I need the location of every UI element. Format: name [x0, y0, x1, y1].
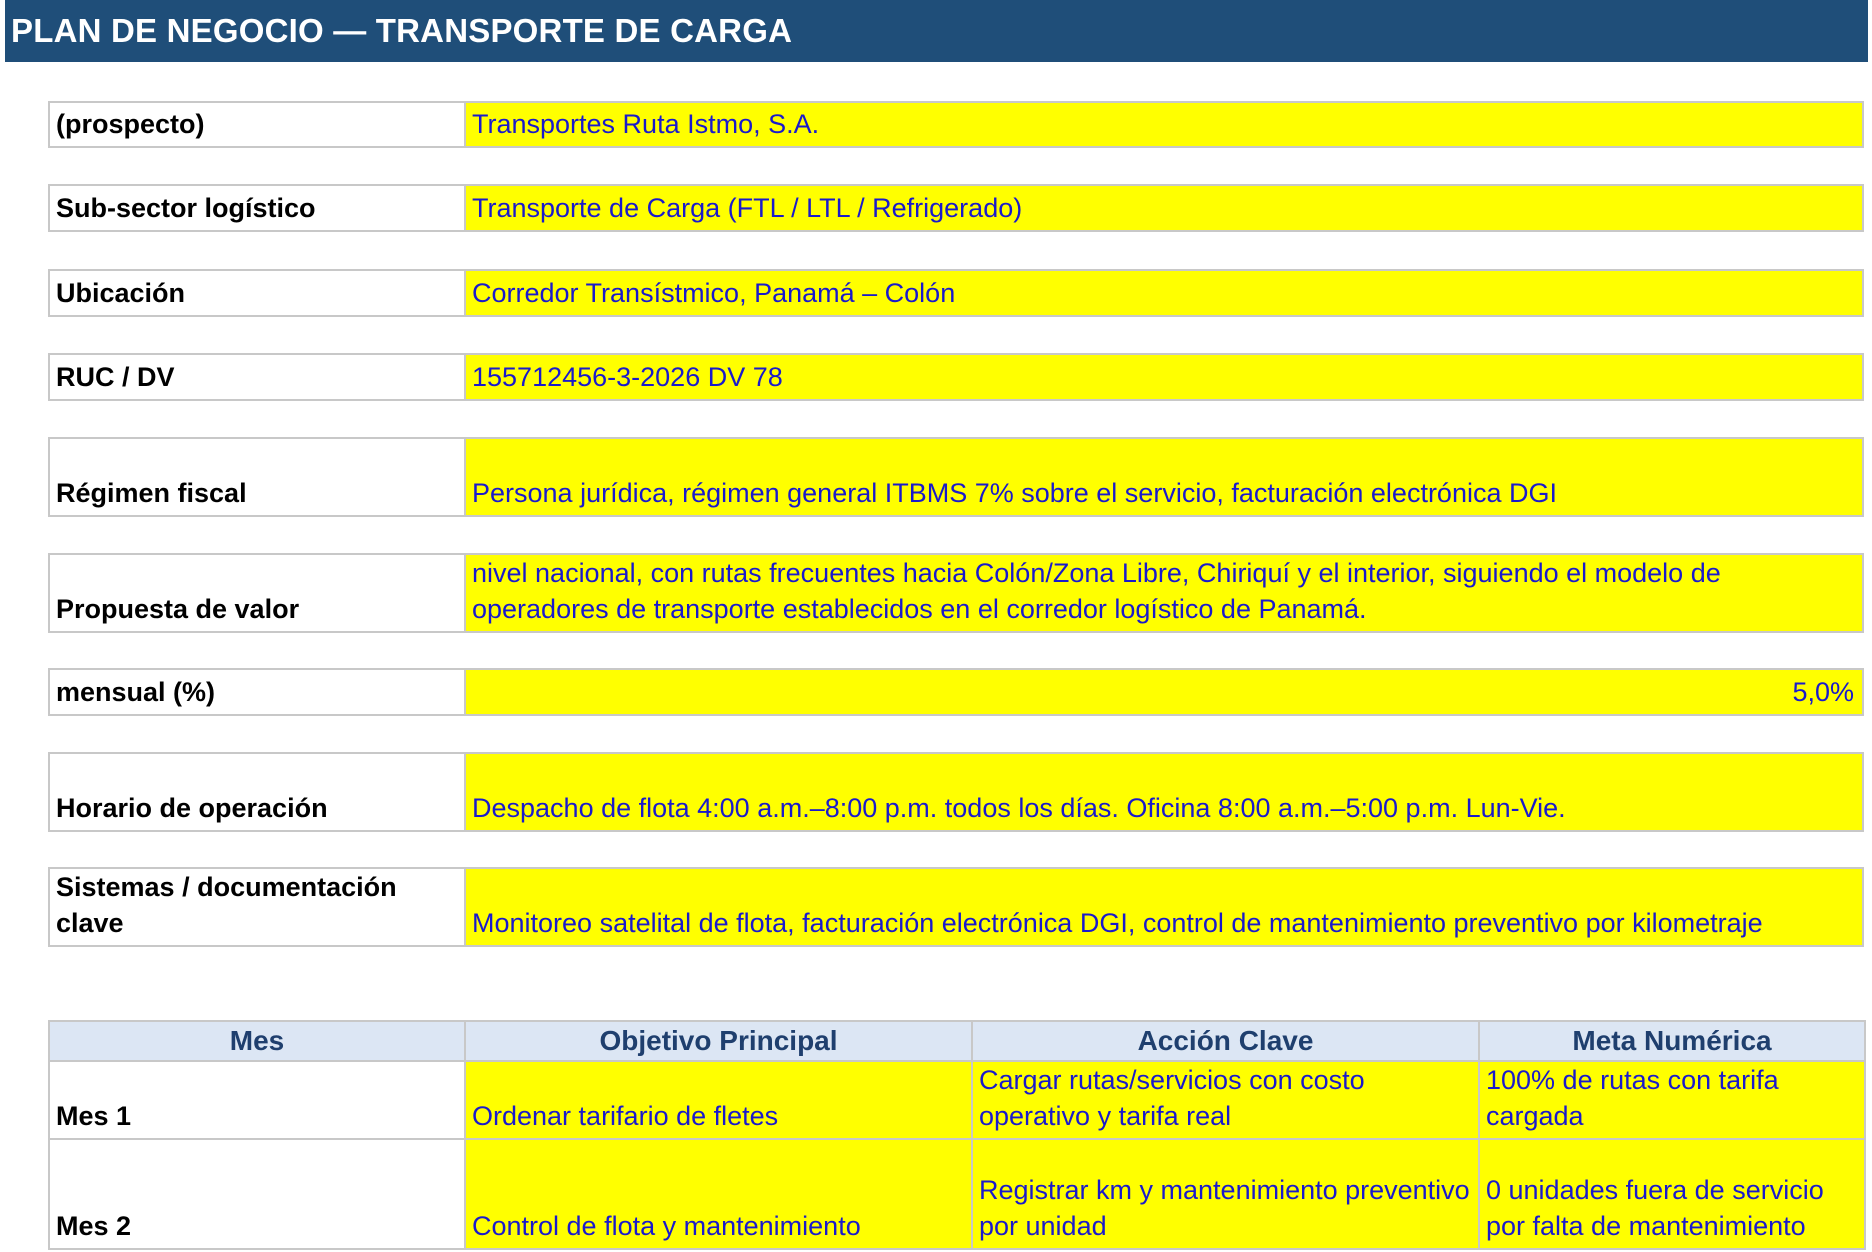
info-row-sistemas	[48, 867, 1864, 947]
schedule-field[interactable]: Despacho de flota 4:00 a.m.–8:00 p.m. todos los días. Oficina 8:00 a.m.–5:00 p.m. Lun-Vie.	[466, 754, 1862, 830]
monthly-percent-field[interactable]: 5,0%	[466, 670, 1862, 714]
month-label: Mes 2	[49, 1139, 465, 1249]
subsector-field[interactable]: Transporte de Carga (FTL / LTL / Refrigerado)	[466, 186, 1862, 230]
info-label: RUC / DV	[50, 355, 466, 399]
info-row-mensual	[48, 668, 1864, 716]
table-row	[49, 1139, 1865, 1249]
info-label: Horario de operación	[50, 754, 466, 830]
info-label: Sistemas / documentación clave	[50, 869, 466, 945]
page-title: PLAN DE NEGOCIO — TRANSPORTE DE CARGA	[5, 0, 1868, 62]
info-label: (prospecto)	[50, 103, 466, 146]
action-cell[interactable]: Registrar km y mantenimiento preventivo por unidad	[972, 1139, 1479, 1249]
column-header-mes: Mes	[49, 1021, 465, 1061]
monthly-plan-table	[48, 1020, 1866, 1250]
company-name-field[interactable]: Transportes Ruta Istmo, S.A.	[466, 103, 1862, 146]
info-row-propuesta	[48, 553, 1864, 633]
info-row-ruc	[48, 353, 1864, 401]
info-row-prospecto	[48, 101, 1864, 148]
column-header-meta: Meta Numérica	[1479, 1021, 1865, 1061]
table-header-row	[49, 1021, 1865, 1061]
location-field[interactable]: Corredor Transístmico, Panamá – Colón	[466, 271, 1862, 315]
table-row	[49, 1061, 1865, 1139]
column-header-accion: Acción Clave	[972, 1021, 1479, 1061]
target-cell[interactable]: 100% de rutas con tarifa cargada	[1479, 1061, 1865, 1139]
info-row-horario	[48, 752, 1864, 832]
info-row-regimen	[48, 437, 1864, 517]
info-label: Ubicación	[50, 271, 466, 315]
ruc-field[interactable]: 155712456-3-2026 DV 78	[466, 355, 1862, 399]
info-label: Propuesta de valor	[50, 555, 466, 631]
info-row-subsector	[48, 184, 1864, 232]
tax-regime-field[interactable]: Persona jurídica, régimen general ITBMS 7% sobre el servicio, facturación electrónica DGI	[466, 439, 1862, 515]
target-cell[interactable]: 0 unidades fuera de servicio por falta de mantenimiento	[1479, 1139, 1865, 1249]
objective-cell[interactable]: Ordenar tarifario de fletes	[465, 1061, 972, 1139]
info-label: Régimen fiscal	[50, 439, 466, 515]
value-proposition-field[interactable]: nivel nacional, con rutas frecuentes hacia Colón/Zona Libre, Chiriquí y el interior, siguiendo el modelo de operadores de transporte establecidos en el corredor logístico de Panamá.	[466, 555, 1862, 631]
objective-cell[interactable]: Control de flota y mantenimiento	[465, 1139, 972, 1249]
info-label: Sub-sector logístico	[50, 186, 466, 230]
systems-field[interactable]: Monitoreo satelital de flota, facturación electrónica DGI, control de mantenimiento preventivo por kilometraje	[466, 869, 1862, 945]
info-row-ubicacion	[48, 269, 1864, 317]
action-cell[interactable]: Cargar rutas/servicios con costo operativo y tarifa real	[972, 1061, 1479, 1139]
month-label: Mes 1	[49, 1061, 465, 1139]
column-header-objetivo: Objetivo Principal	[465, 1021, 972, 1061]
info-label: mensual (%)	[50, 670, 466, 714]
